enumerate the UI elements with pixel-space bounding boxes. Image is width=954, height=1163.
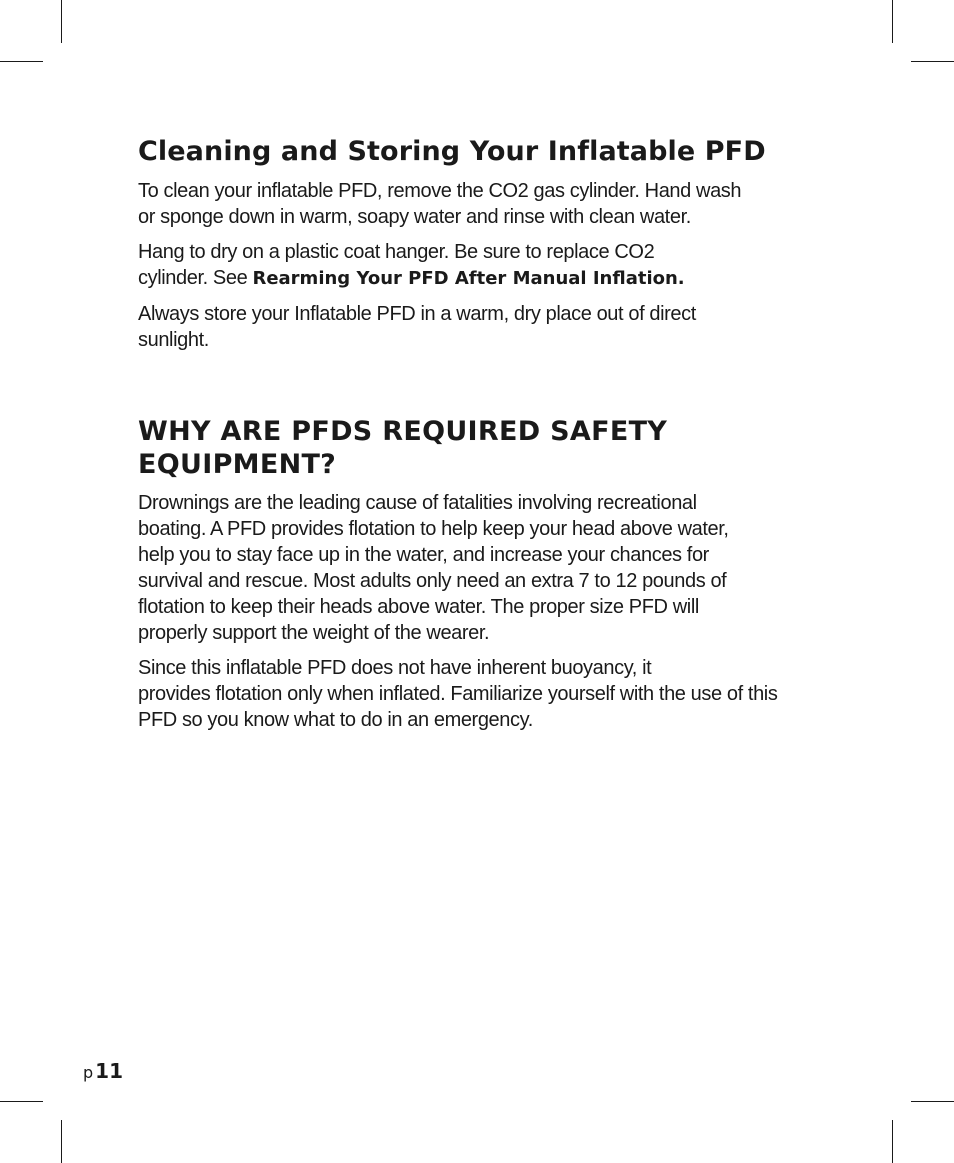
why-pfds-paragraph-2-line-1: Since this inflatable PFD does not have inherent buoyancy, it: [138, 657, 652, 679]
cleaning-section: [138, 134, 798, 353]
crop-mark-bottom-left-horizontal: [0, 1101, 43, 1102]
crop-mark-top-right-horizontal: [911, 61, 954, 62]
why-pfds-section: [138, 415, 798, 733]
why-pfds-heading: WHY ARE PFDS REQUIRED SAFETY EQUIPMENT?: [138, 416, 668, 480]
cleaning-paragraph-3: Always store your Inflatable PFD in a warm, dry place out of direct sunlight.: [138, 303, 696, 351]
cleaning-paragraph-2-prefix: cylinder. See: [138, 267, 253, 289]
page-content: [138, 134, 798, 733]
crop-mark-top-left-vertical: [61, 0, 62, 43]
crop-mark-bottom-right-horizontal: [911, 1101, 954, 1102]
cleaning-heading: Cleaning and Storing Your Inflatable PFD: [138, 136, 766, 167]
page-number-prefix: p: [83, 1063, 94, 1082]
crop-mark-bottom-right-vertical: [892, 1120, 893, 1163]
cleaning-paragraph-1: To clean your inflatable PFD, remove the CO2 gas cylinder. Hand wash or sponge down in warm, soapy water and rinse with clean water.: [138, 180, 742, 228]
crop-mark-top-left-horizontal: [0, 61, 43, 62]
page-number: [83, 1059, 123, 1083]
why-pfds-paragraph-1: Drownings are the leading cause of fatalities involving recreational boating. A PFD provides flotation to help keep your head above water, help you to stay face up in the water, and increase your chances for survival and rescue. Most adults only need an extra 7 to 12 pounds of flotation to keep their heads above water. The proper size PFD will properly support the weight of the wearer.: [138, 492, 729, 644]
why-pfds-paragraph-2: [138, 655, 798, 733]
crop-mark-top-right-vertical: [892, 0, 893, 43]
cleaning-paragraph-2-line-1: Hang to dry on a plastic coat hanger. Be sure to replace CO2: [138, 241, 655, 263]
crop-mark-bottom-left-vertical: [61, 1120, 62, 1163]
cleaning-paragraph-2: [138, 239, 798, 292]
page-number-value: 11: [95, 1059, 123, 1083]
rearming-reference: Rearming Your PFD After Manual Inflation.: [252, 268, 685, 289]
why-pfds-paragraph-2-rest: provides flotation only when inflated. Familiarize yourself with the use of this PFD so you know what to do in an emergency.: [138, 683, 778, 731]
